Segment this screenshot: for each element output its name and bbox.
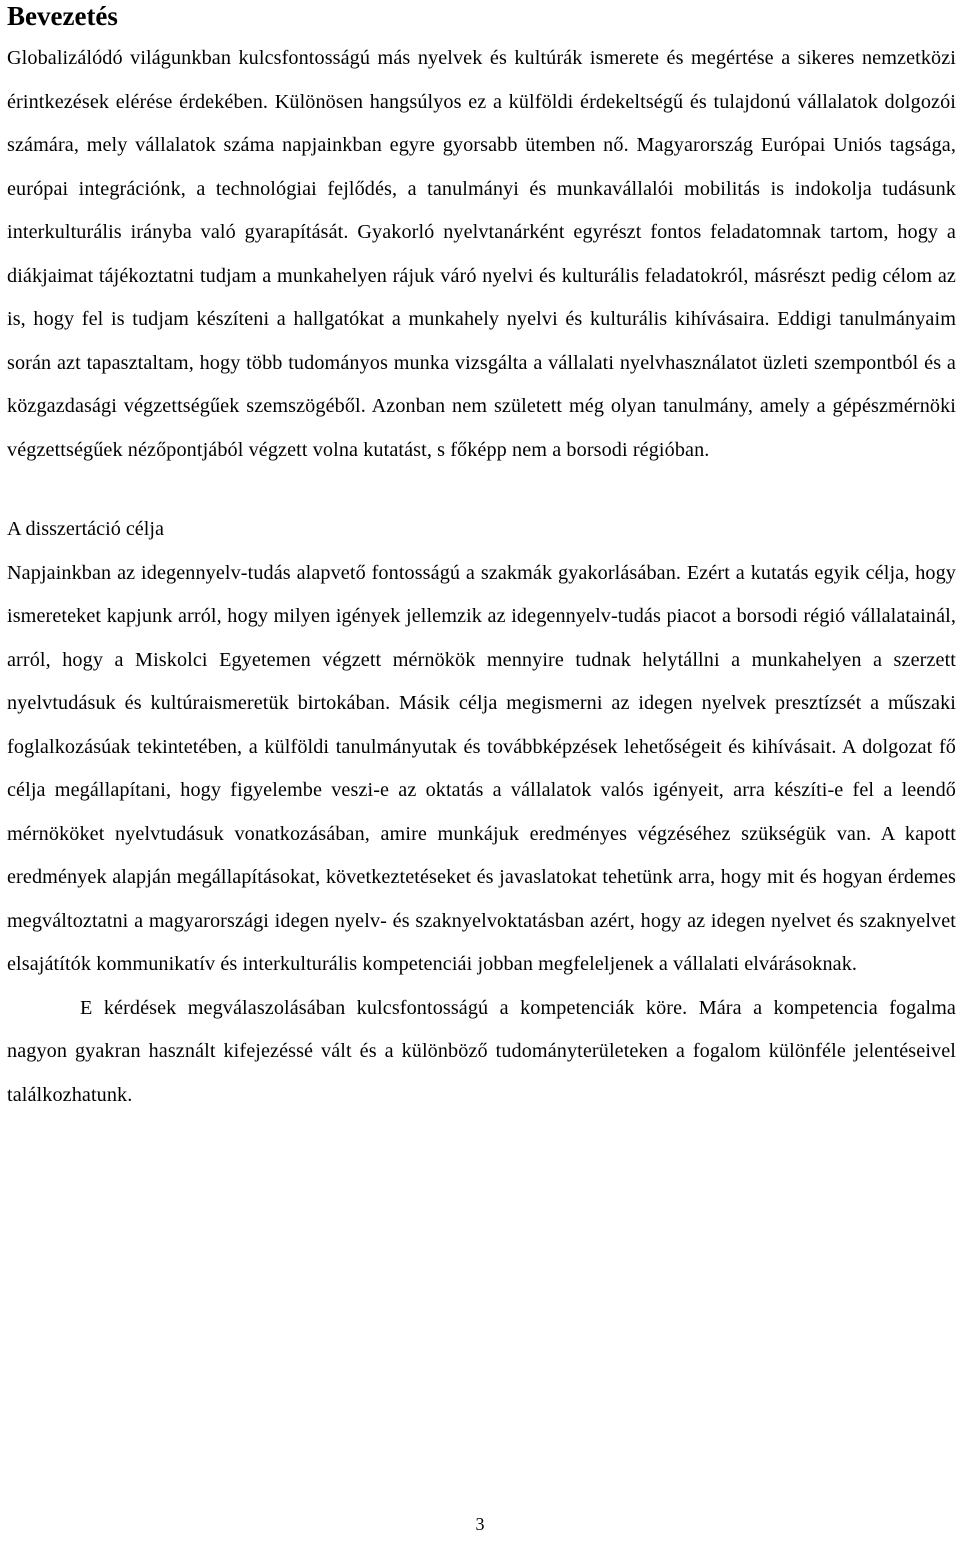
page-number: 3 (475, 1514, 485, 1534)
page-title: Bevezetés (7, 1, 118, 31)
aim-paragraph: Napjainkban az idegennyelv-tudás alapvető fontosságú a szakmák gyakorlásában. Ezért a kutatás egyik célja, hogy ismereteket kapjunk arról, hogy milyen igények jellemzik az idegennyelv-tudás piacot a borsodi régió vállalatainál, arról, hogy a Miskolci Egyetemen végzett mérnökök mennyire tudnak helytállni a munkahelyen a szerzett nyelvtudásuk és kultúraismeretük birtokában. Másik célja megismerni az idegen nyelvek presztízsét a műszaki foglalkozásúak tekintetében, a külföldi tanulmányutak és továbbképzések lehetőségeit és kihívásait. A dolgozat fő célja megállapítani, hogy figyelembe veszi-e az oktatás a vállalatok valós igényeit, arra készíti-e fel a leendő mérnököket nyelvtudásuk vonatkozásában, amire munkájuk eredményes végzéséhez szükségük van. A kapott eredmények alapján megállapításokat, következtetéseket és javaslatokat tehetünk arra, hogy mit és hogyan érdemes megváltoztatni a magyarországi idegen nyelv- és szaknyelvoktatásban azért, hogy az idegen nyelvet és szaknyelvet elsajátítók kommunikatív és interkulturális kompetenciái jobban megfeleljenek a vállalati elvárásoknak. (7, 561, 956, 975)
intro-paragraph: Globalizálódó világunkban kulcsfontosságú más nyelvek és kultúrák ismerete és megértése a sikeres nemzetközi érintkezések elérése érdekében. Különösen hangsúlyos ez a külföldi érdekeltségű és tulajdonú vállalatok dolgozói számára, mely vállalatok száma napjainkban egyre gyorsabb ütemben nő. Magyarország Európai Uniós tagsága, európai integrációnk, a technológiai fejlődés, a tanulmányi és munkavállalói mobilitás is indokolja tudásunk interkulturális irányba való gyarapítását. Gyakorló nyelvtanárként egyrészt fontos feladatomnak tartom, hogy a diákjaimat tájékoztatni tudjam a munkahelyen rájuk váró nyelvi és kulturális feladatokról, másrészt pedig célom az is, hogy fel is tudjam készíteni a hallgatókat a munkahely nyelvi és kulturális kihívásaira. Eddigi tanulmányaim során azt tapasztaltam, hogy több tudományos munka vizsgálta a vállalati nyelvhasználatot üzleti szempontból és a közgazdasági végzettségűek szemszögéből. Azonban nem született még olyan tanulmány, amely a gépészmérnöki végzettségűek nézőpontjából végzett volna kutatást, s főképp nem a borsodi régióban. (7, 47, 956, 461)
section-heading: A disszertáció célja (7, 518, 164, 540)
competence-paragraph: E kérdések megválaszolásában kulcsfontosságú a kompetenciák köre. Mára a kompetencia fogalma nagyon gyakran használt kifejezéssé vált és a különböző tudományterületeken a fogalom különféle jelentéseivel találkozhatunk. (7, 996, 956, 1106)
